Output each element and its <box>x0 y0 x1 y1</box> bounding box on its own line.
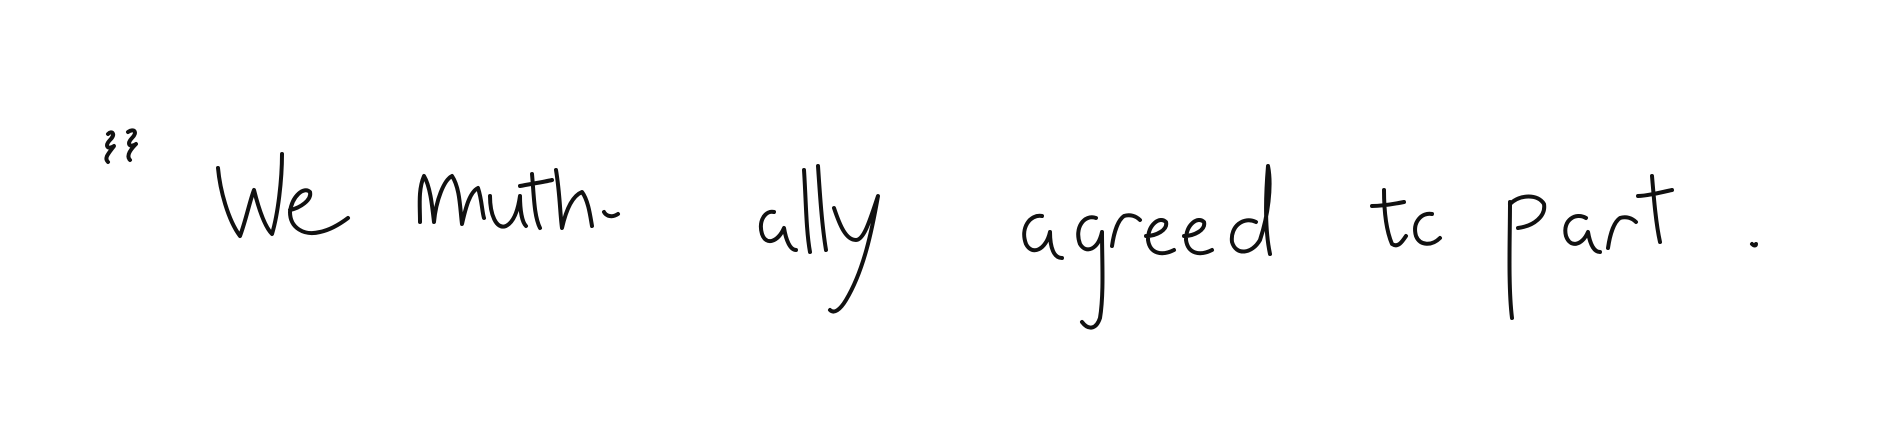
word-mutually <box>420 176 484 224</box>
quote-mark-left <box>106 132 114 162</box>
word-agreed <box>1024 216 1062 258</box>
word-we <box>218 154 282 236</box>
word-part <box>1510 197 1545 319</box>
period <box>1752 244 1756 246</box>
quote-mark-right <box>128 130 136 160</box>
word-to <box>1372 190 1406 245</box>
